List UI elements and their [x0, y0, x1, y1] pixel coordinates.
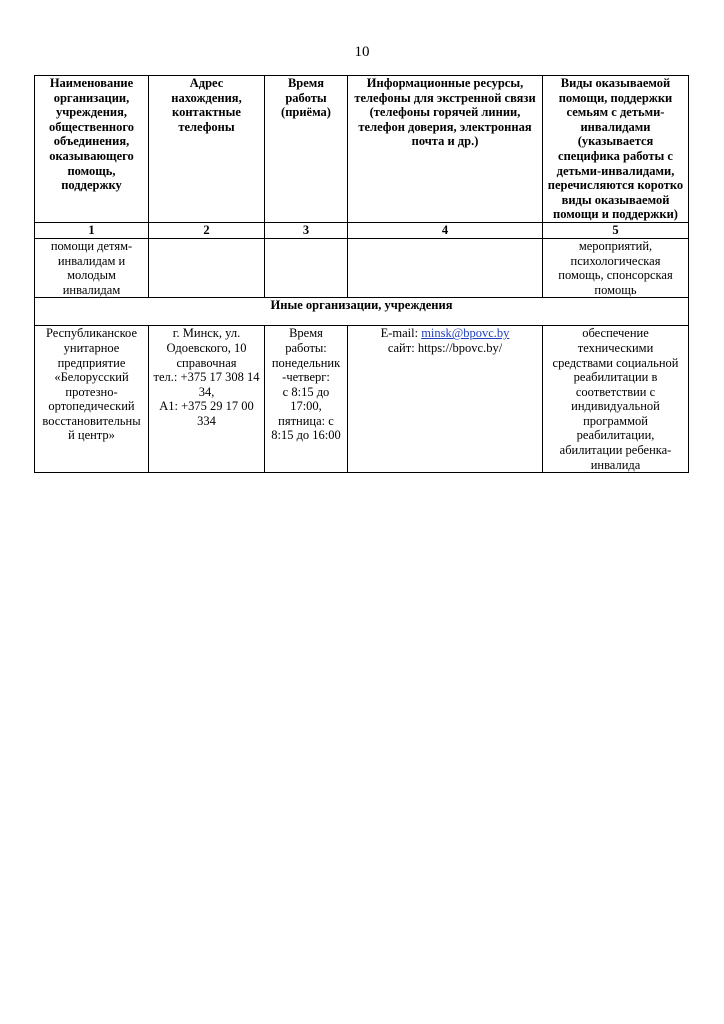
column-number: 1: [35, 222, 149, 238]
column-number: 5: [543, 222, 689, 238]
header-address: Адрес нахождения, контактные телефоны: [149, 76, 265, 223]
site-line: [351, 341, 539, 356]
continued-cell-services: мероприятий, психологическая помощь, спонсорская помощь: [543, 238, 689, 297]
column-numbers-row: [35, 222, 689, 238]
header-assistance-types: Виды оказываемой помощи, поддержки семьям с детьми- инвалидами (указывается специфика работы с детьми-инвалидами, перечисляются коротко виды оказываемой помощи и поддержки): [543, 76, 689, 223]
continued-cell-resources: [348, 238, 543, 297]
continued-cell-hours: [265, 238, 348, 297]
continued-cell-name: помощи детям- инвалидам и молодым инвалидам: [35, 238, 149, 297]
email-link[interactable]: minsk@bpovc.by: [421, 326, 510, 341]
section-row: [35, 298, 689, 326]
organization-address: г. Минск, ул. Одоевского, 10 справочная тел.: +375 17 308 14 34, А1: +375 29 17 00 334: [149, 326, 265, 473]
header-info-resources: Информационные ресурсы, телефоны для экстренной связи (телефоны горячей линии, телефон доверия, электронная почта и др.): [348, 76, 543, 223]
organization-name: Республиканское унитарное предприятие «Белорусский протезно- ортопедический восстановительны й центр»: [35, 326, 149, 473]
organizations-table: [34, 75, 689, 473]
header-working-hours: Время работы (приёма): [265, 76, 348, 223]
section-title: Иные организации, учреждения: [35, 298, 689, 326]
organization-hours: Время работы: понедельник -четверг: с 8:15 до 17:00, пятница: с 8:15 до 16:00: [265, 326, 348, 473]
organization-services: обеспечение техническими средствами социальной реабилитации в соответствии с индивидуальной программой реабилитации, абилитации ребенка- инвалида: [543, 326, 689, 473]
site-label: сайт:: [387, 340, 418, 355]
site-url: https://bpovc.by/: [417, 340, 503, 355]
column-number: 2: [149, 222, 265, 238]
email-label: E-mail:: [380, 326, 422, 341]
email-line: [351, 326, 539, 341]
organization-resources: [348, 326, 543, 473]
continued-row: [35, 238, 689, 297]
page-number: 10: [354, 44, 370, 60]
table-header-row: [35, 76, 689, 223]
column-number: 3: [265, 222, 348, 238]
continued-cell-address: [149, 238, 265, 297]
table-row: [35, 326, 689, 473]
header-organization-name: Наименование организации, учреждения, общественного объединения, оказывающего помощь, поддержку: [35, 76, 149, 223]
column-number: 4: [348, 222, 543, 238]
